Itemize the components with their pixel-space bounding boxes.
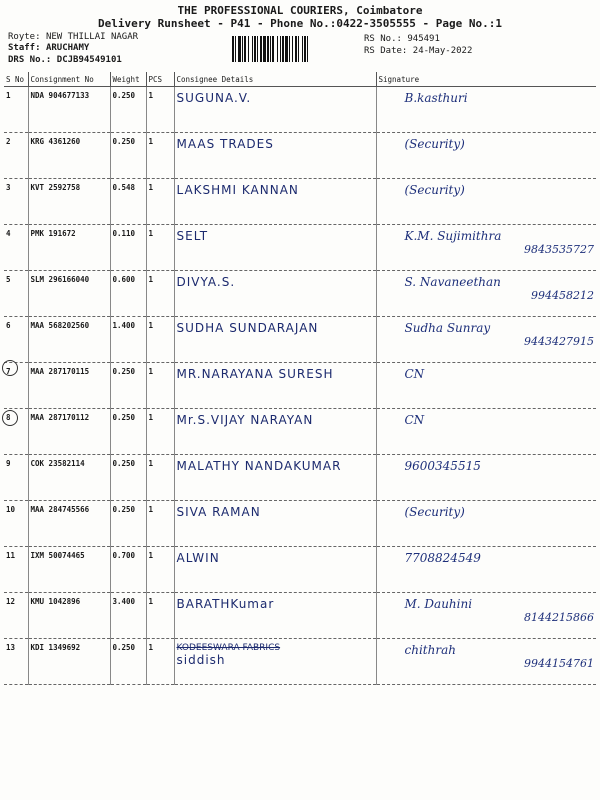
consignment-number: KRG 4361260 [28,133,110,179]
signature-note: 9944154761 [524,657,594,670]
signature-cell [376,409,596,455]
consignee-name [174,87,376,133]
barcode [232,36,355,62]
serial-number: 1 [4,87,28,133]
serial-number: 11 [4,547,28,593]
pcs-value: 1 [146,133,174,179]
table-row [4,179,596,225]
weight-value: 1.400 [110,317,146,363]
company-title: THE PROFESSIONAL COURIERS, Coimbatore [177,4,423,17]
col-pcs: PCS [146,72,174,87]
consignment-number: SLM 296166040 [28,271,110,317]
route-line: Royte: NEW THILLAI NAGAR [8,32,139,42]
signature-text: (Security) [404,137,465,151]
signature-text: 7708824549 [404,551,481,565]
table-row [4,455,596,501]
consignee-name [174,639,376,685]
signature-note: 8144215866 [524,611,594,624]
weight-value: 0.548 [110,179,146,225]
table-row [4,593,596,639]
weight-value: 0.250 [110,133,146,179]
signature-cell [376,179,596,225]
table-row [4,317,596,363]
signature-text: K.M. Sujimithra [404,229,502,243]
signature-cell [376,271,596,317]
consignee-name [174,179,376,225]
signature-note: 9843535727 [524,243,594,256]
consignment-number: KMU 1042896 [28,593,110,639]
weight-value: 0.110 [110,225,146,271]
serial-number: 13 [4,639,28,685]
staff-line: Staff: ARUCHAMY [8,43,90,53]
consignment-number: IXM 50074465 [28,547,110,593]
signature-text: CN [404,367,425,381]
table-row [4,225,596,271]
signature-cell [376,639,596,685]
signature-cell [376,501,596,547]
circle-mark [2,410,18,426]
consignment-number: KVT 2592758 [28,179,110,225]
table-row [4,547,596,593]
signature-cell [376,593,596,639]
table-row [4,133,596,179]
rs-date-line: RS Date: 24-May-2022 [364,46,473,56]
serial-number: 12 [4,593,28,639]
signature-cell [376,133,596,179]
consignee-name [174,501,376,547]
pcs-value: 1 [146,639,174,685]
serial-number: 4 [4,225,28,271]
consignee-name [174,593,376,639]
serial-number: 5 [4,271,28,317]
signature-cell [376,363,596,409]
signature-text: M. Dauhini [404,597,473,611]
table-row [4,639,596,685]
handwritten-text: DIVYA.S. [176,275,236,289]
serial-number: 7 [4,363,28,409]
signature-text: 9600345515 [404,459,481,473]
pcs-value: 1 [146,179,174,225]
handwritten-text: Mr.S.VIJAY NARAYAN [176,413,314,427]
table-row [4,409,596,455]
consignee-name [174,271,376,317]
signature-cell [376,317,596,363]
consignment-number: MAA 287170112 [28,409,110,455]
consignee-name [174,455,376,501]
consignment-number: KDI 1349692 [28,639,110,685]
handwritten-text: SUDHA SUNDARAJAN [176,321,319,335]
consignee-name [174,317,376,363]
drs-line: DRS No.: DCJB94549101 [8,55,122,65]
consignment-number: MAA 287170115 [28,363,110,409]
signature-text: S. Navaneethan [404,275,501,289]
weight-value: 0.250 [110,87,146,133]
consignee-name [174,363,376,409]
serial-number: 2 [4,133,28,179]
pcs-value: 1 [146,501,174,547]
signature-text: B.kasthuri [404,91,468,105]
serial-number: 8 [4,409,28,455]
weight-value: 0.600 [110,271,146,317]
col-consignment: Consignment No [28,72,110,87]
signature-note: 994458212 [531,289,594,302]
pcs-value: 1 [146,409,174,455]
consignee-name [174,133,376,179]
consignee-name: siddish [176,653,226,667]
weight-value: 0.250 [110,409,146,455]
col-signature: Signature [376,72,596,87]
handwritten-text: SUGUNA.V. [176,91,252,105]
pcs-value: 1 [146,317,174,363]
serial-number: 9 [4,455,28,501]
table-row [4,87,596,133]
table-row [4,271,596,317]
handwritten-text: SELT [176,229,209,243]
serial-number: 3 [4,179,28,225]
weight-value: 0.700 [110,547,146,593]
serial-number: 10 [4,501,28,547]
handwritten-text: BARATHKumar [176,597,275,611]
weight-value: 3.400 [110,593,146,639]
consignment-number: NDA 904677133 [28,87,110,133]
pcs-value: 1 [146,547,174,593]
barcode-gap [308,36,310,62]
handwritten-text: LAKSHMI KANNAN [176,183,299,197]
circle-mark [2,360,18,376]
weight-value: 0.250 [110,639,146,685]
pcs-value: 1 [146,271,174,317]
signature-cell [376,455,596,501]
weight-value: 0.250 [110,501,146,547]
consignment-number: MAA 568202560 [28,317,110,363]
signature-cell [376,225,596,271]
weight-value: 0.250 [110,455,146,501]
pcs-value: 1 [146,363,174,409]
handwritten-text: MAAS TRADES [176,137,274,151]
pcs-value: 1 [146,225,174,271]
consignee-name [174,547,376,593]
signature-text: (Security) [404,183,465,197]
table-row [4,363,596,409]
col-weight: Weight [110,72,146,87]
handwritten-text: MR.NARAYANA SURESH [176,367,334,381]
struck-consignee: KODEESWARA FABRICS [176,643,281,653]
pcs-value: 1 [146,593,174,639]
serial-number: 6 [4,317,28,363]
runsheet-subtitle: Delivery Runsheet - P41 - Phone No.:0422-3505555 - Page No.:1 [98,17,502,30]
signature-text: CN [404,413,425,427]
consignment-number: MAA 284745566 [28,501,110,547]
handwritten-text: SIVA RAMAN [176,505,261,519]
consignee-name [174,225,376,271]
signature-cell [376,87,596,133]
consignment-number: COK 23582114 [28,455,110,501]
rs-no-line: RS No.: 945491 [364,34,440,44]
consignee-name [174,409,376,455]
handwritten-text: MALATHY NANDAKUMAR [176,459,342,473]
consignment-number: PMK 191672 [28,225,110,271]
signature-text: (Security) [404,505,465,519]
signature-text: chithrah [404,643,456,657]
col-consignee: Consignee Details [174,72,376,87]
table-row [4,501,596,547]
handwritten-text: ALWIN [176,551,220,565]
pcs-value: 1 [146,455,174,501]
signature-text: Sudha Sunray [404,321,491,335]
table-header-row [4,72,596,87]
weight-value: 0.250 [110,363,146,409]
col-sno: S No [4,72,28,87]
signature-note: 9443427915 [524,335,594,348]
signature-cell [376,547,596,593]
pcs-value: 1 [146,87,174,133]
runsheet-table [4,72,596,685]
